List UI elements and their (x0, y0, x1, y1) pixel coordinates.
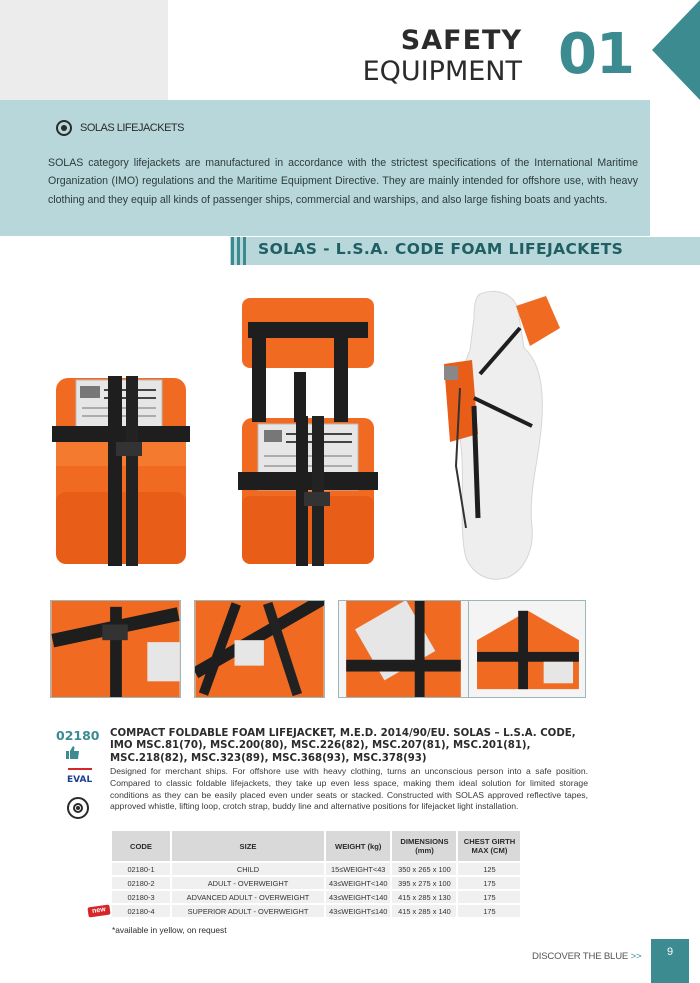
cell-weight: 15≤WEIGHT<43 (326, 863, 390, 875)
title-line-1: SAFETY (400, 25, 522, 56)
header-weight: WEIGHT (kg) (326, 831, 390, 861)
intro-text: SOLAS category lifejackets are manufactured in accordance with the strictest specifications of the International Maritime Organization (IMO) regulations and the Maritime Equipment Directive. They are mainly intended for offshore use, with heavy clothing and they equip all kinds of passenger ships, commercial and warships, and also large fishing boats and yachts. (48, 157, 638, 206)
detail-thumbnail-label (338, 600, 469, 698)
cell-dimensions: 350 x 265 x 100 (392, 863, 456, 875)
cell-code: 02180-1 (112, 863, 170, 875)
cell-code: 02180-3 (112, 891, 170, 903)
cell-dimensions: 415 x 285 x 130 (392, 891, 456, 903)
target-icon (67, 797, 89, 819)
cell-chest-girth: 125 (458, 863, 520, 875)
header-size: SIZE (172, 831, 324, 861)
detail-thumbnail-side (468, 600, 586, 698)
intro-heading: SOLAS LIFEJACKETS (80, 122, 184, 134)
spec-table (110, 829, 522, 919)
cell-chest-girth: 175 (458, 905, 520, 917)
table-row (112, 877, 520, 889)
discover-text: DISCOVER THE BLUE (532, 951, 629, 962)
chapter-number: 01 (558, 22, 634, 87)
product-description: Designed for merchant ships. For offshore use with heavy clothing, turns an unconscious person into a safe position. Compared to classic foldable lifejackets, they take up even less space, making them ideal solution for limited storage conditions as they can be easily placed even under seats or stacked. Constructed with SOLAS approved reflective tapes, approved whistle, lifting loop, crotch strap, buddy line and alternative positions for lifejacket light installation. (110, 766, 588, 812)
lifejacket-mannequin-photo (420, 288, 570, 584)
cell-weight: 43≤WEIGHT≤140 (326, 905, 390, 917)
stripes-decoration (231, 237, 251, 265)
header-chest-girth: CHEST GIRTH MAX (CM) (458, 831, 520, 861)
lifejacket-folded-photo (52, 372, 192, 568)
page-number: 9 (666, 946, 674, 958)
table-row (112, 905, 520, 917)
eval-logo (66, 767, 94, 785)
header-code: CODE (112, 831, 170, 861)
thumbs-up-icon (66, 746, 80, 759)
product-title: COMPACT FOLDABLE FOAM LIFEJACKET, M.E.D. 2014/90/EU. SOLAS – L.S.A. CODE, IMO MSC.81(70), MSC.200(80), MSC.226(82), MSC.207(81), MSC.201(81), MSC.218(82), MSC.323(89), MSC.368(93), MSC.378(93) (110, 728, 576, 764)
table-row (112, 891, 520, 903)
cell-code: 02180-4 (112, 905, 170, 917)
header-dimensions: DIMENSIONS (mm) (392, 831, 456, 861)
table-row (112, 863, 520, 875)
detail-thumbnail-straps (194, 600, 325, 698)
cell-size: ADULT - OVERWEIGHT (172, 877, 324, 889)
product-code: 02180 (56, 728, 100, 743)
cell-size: CHILD (172, 863, 324, 875)
title-line-2: EQUIPMENT (362, 56, 522, 87)
footnote: *available in yellow, on request (112, 925, 227, 935)
cell-dimensions: 415 x 285 x 140 (392, 905, 456, 917)
cell-weight: 43≤WEIGHT<140 (326, 877, 390, 889)
cell-dimensions: 395 x 275 x 100 (392, 877, 456, 889)
header-gray-block (0, 0, 168, 100)
target-icon (56, 120, 72, 136)
cell-chest-girth: 175 (458, 891, 520, 903)
lifejacket-unfolded-photo (238, 296, 378, 568)
cell-size: SUPERIOR ADULT - OVERWEIGHT (172, 905, 324, 917)
section-title: SOLAS - L.S.A. CODE FOAM LIFEJACKETS (258, 240, 624, 258)
discover-link[interactable] (532, 951, 641, 962)
new-badge: new (87, 905, 110, 918)
detail-thumbnail-buckle (50, 600, 181, 698)
svg-text:EVAL: EVAL (67, 775, 93, 785)
table-header-row (112, 831, 520, 861)
page-title (363, 26, 522, 88)
cell-weight: 43≤WEIGHT<140 (326, 891, 390, 903)
cell-chest-girth: 175 (458, 877, 520, 889)
cell-size: ADVANCED ADULT - OVERWEIGHT (172, 891, 324, 903)
double-arrow-icon: >> (630, 951, 642, 962)
corner-arrow-decoration (648, 0, 700, 100)
cell-code: 02180-2 (112, 877, 170, 889)
